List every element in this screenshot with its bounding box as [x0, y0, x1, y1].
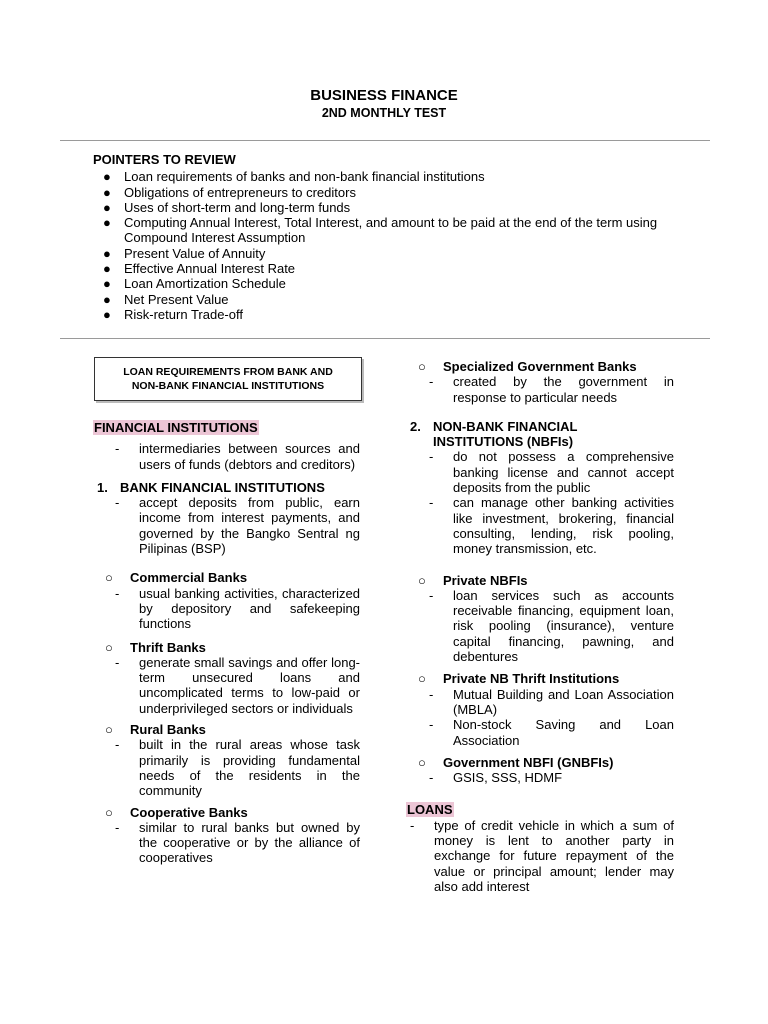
- divider-top: [60, 140, 710, 141]
- cooperative-banks-desc: - similar to rural banks but owned by the cooperative or by the alliance of cooperatives: [115, 819, 360, 866]
- private-nb-thrift-heading: ○ Private NB Thrift Institutions: [418, 671, 620, 687]
- pointers-list: [93, 169, 693, 322]
- private-nbfis-desc: - loan services such as accounts receivable financing, equipment loan, risk pooling (insurance), venture capital financing, pawning, and debentures: [429, 587, 674, 665]
- nbfi-heading: 2. NON-BANK FINANCIAL INSTITUTIONS (NBFIs): [410, 418, 578, 450]
- bullet-icon: ●: [103, 169, 111, 185]
- pointer-item: ● Obligations of entrepreneurs to creditors: [103, 184, 356, 200]
- pointer-item: ● Net Present Value: [103, 291, 229, 307]
- bfi-heading: 1. BANK FINANCIAL INSTITUTIONS: [97, 479, 325, 495]
- fi-heading: FINANCIAL INSTITUTIONS: [94, 420, 258, 435]
- bfi-desc: - accept deposits from public, earn income from interest payments, and governed by the Bangko Sentral ng Pilipinas (BSP): [115, 495, 360, 557]
- bullet-icon: ●: [103, 184, 111, 200]
- private-nbfis-heading: ○ Private NBFIs: [418, 572, 528, 588]
- bullet-icon: ●: [103, 215, 111, 231]
- rural-banks-heading: ○ Rural Banks: [105, 722, 206, 738]
- box-line-2: NON-BANK FINANCIAL INSTITUTIONS: [131, 380, 325, 392]
- nbfi-desc-1: - do not possess a comprehensive banking license and cannot accept deposits from the public: [429, 449, 674, 496]
- loans-desc: - type of credit vehicle in which a sum of money is lent to another party in exchange for future repayment of the value or principal amount; lender may also add interest: [410, 817, 674, 894]
- box-line-1: LOAN REQUIREMENTS FROM BANK AND: [123, 366, 333, 378]
- pointer-item: ● Effective Annual Interest Rate: [103, 261, 296, 277]
- left-column: [93, 420, 360, 866]
- cooperative-banks-heading: ○ Cooperative Banks: [105, 804, 248, 820]
- nbfi-desc-2: - can manage other banking activities like investment, brokering, financial consulting, lending, risk pooling, money transmission, etc.: [429, 495, 674, 557]
- pointer-item: ● Uses of short-term and long-term funds: [103, 199, 351, 215]
- private-nb-thrift-desc-1: - Mutual Building and Loan Association (MBLA): [429, 686, 674, 717]
- commercial-banks-heading: ○ Commercial Banks: [105, 570, 248, 586]
- pointer-item: ● Risk-return Trade-off: [103, 306, 243, 322]
- right-column: [407, 359, 674, 894]
- specialized-gov-banks-desc: - created by the government in response to particular needs: [429, 374, 674, 405]
- bullet-icon: ●: [103, 245, 111, 261]
- bullet-icon: ●: [103, 261, 111, 277]
- document-title: BUSINESS FINANCE: [310, 87, 458, 104]
- gnbfi-heading: ○ Government NBFI (GNBFIs): [418, 754, 614, 770]
- bullet-icon: ●: [103, 276, 111, 292]
- rural-banks-desc: - built in the rural areas whose task primarily is providing fundamental needs of the residents in the community: [115, 737, 360, 799]
- thrift-banks-desc: - generate small savings and offer long-term unsecured loans and uncomplicated terms to low-paid or underprivileged sectors or individuals: [115, 654, 360, 716]
- pointer-item: ● Loan requirements of banks and non-bank financial institutions: [103, 169, 485, 185]
- pointers-heading: POINTERS TO REVIEW: [93, 152, 236, 167]
- pointer-item: ● Present Value of Annuity: [103, 245, 266, 261]
- pointers-section: [93, 152, 693, 322]
- bullet-icon: ●: [103, 306, 111, 322]
- gnbfi-desc: - GSIS, SSS, HDMF: [429, 770, 563, 786]
- fi-desc: - intermediaries between sources and users of funds (debtors and creditors): [115, 441, 360, 472]
- specialized-gov-banks-heading: ○ Specialized Government Banks: [418, 359, 637, 374]
- pointer-item: ● Loan Amortization Schedule: [103, 276, 286, 292]
- loans-heading: LOANS: [407, 802, 453, 818]
- bullet-icon: ●: [103, 291, 111, 307]
- bullet-icon: ●: [103, 199, 111, 215]
- divider-middle: [60, 338, 710, 339]
- private-nb-thrift-desc-2: - Non-stock Saving and Loan Association: [429, 717, 674, 748]
- document-subtitle: 2ND MONTHLY TEST: [321, 106, 447, 120]
- commercial-banks-desc: - usual banking activities, characterized by depository and safekeeping functions: [115, 585, 360, 632]
- pointer-item: ● Computing Annual Interest, Total Interest, and amount to be paid at the end of the term using Compound Interest Assumption: [103, 215, 658, 246]
- thrift-banks-heading: ○ Thrift Banks: [105, 639, 206, 655]
- section-title-box: [94, 357, 362, 401]
